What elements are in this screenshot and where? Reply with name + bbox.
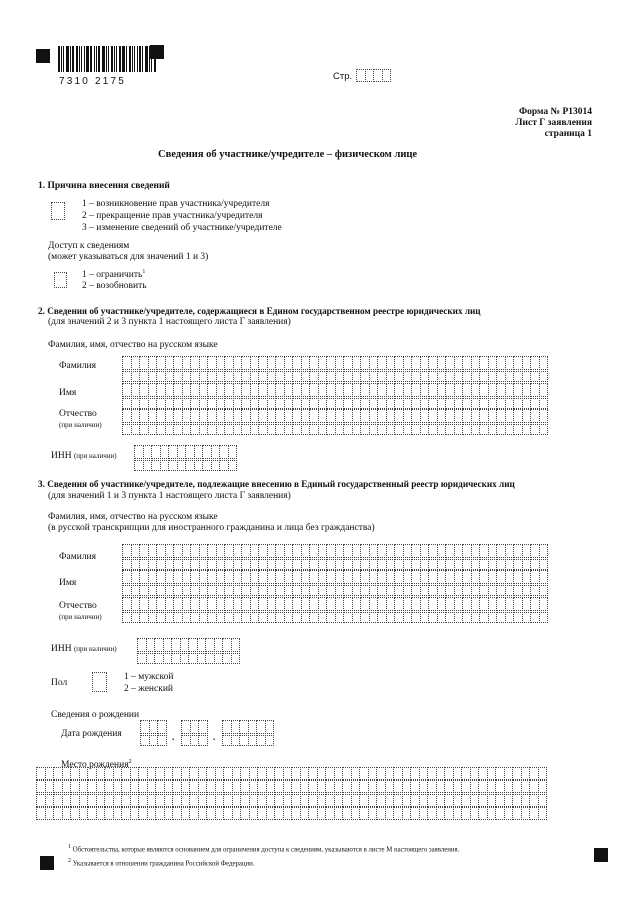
- barcode-bar: [129, 46, 131, 72]
- barcode-bar: [154, 46, 156, 72]
- section1-heading: 1. Причина внесения сведений: [38, 181, 170, 191]
- footnote-2-text: Указывается в отношении гражданина Российской Федерации.: [72, 860, 255, 868]
- input-cell[interactable]: [539, 610, 549, 623]
- birth-day-cells-2[interactable]: [140, 733, 166, 746]
- barcode-bar: [66, 46, 69, 72]
- section2-heading: 2. Сведения об участнике/учредителе, содержащиеся в Едином государственном реестре юридических лиц: [38, 306, 481, 316]
- barcode-bar: [84, 46, 85, 72]
- input-cell[interactable]: [538, 767, 548, 780]
- barcode-bar: [102, 46, 105, 72]
- s3-patronymic-note: (при наличии): [59, 613, 102, 621]
- s3-name-cells-2[interactable]: [122, 583, 547, 596]
- page-label: Стр.: [333, 71, 353, 82]
- input-cell[interactable]: [382, 69, 392, 82]
- corner-marker-top-left: [36, 49, 50, 63]
- barcode-bar: [90, 46, 92, 72]
- barcode-bar: [63, 46, 64, 72]
- footnote-2: [68, 858, 255, 867]
- barcode-bar: [108, 46, 109, 72]
- barcode-bar: [96, 46, 97, 72]
- s3-patronymic-cells-2[interactable]: [122, 610, 547, 623]
- sheet-label: Лист Г заявления: [515, 118, 592, 128]
- barcode-bar: [111, 46, 113, 72]
- gender-label: Пол: [51, 678, 68, 688]
- barcode-bar: [134, 46, 135, 72]
- access-note: (может указываться для значений 1 и 3): [48, 252, 209, 262]
- barcode-bar: [79, 46, 80, 72]
- s3-inn-cells-2[interactable]: [137, 651, 239, 664]
- reason-cell[interactable]: [51, 202, 64, 220]
- section2-fio-label: Фамилия, имя, отчество на русском языке: [48, 340, 218, 350]
- footnote-1: [68, 844, 568, 853]
- s3-inn-label: [51, 644, 117, 655]
- access-cell[interactable]: [54, 272, 66, 288]
- barcode-bar: [132, 46, 133, 72]
- access-label: Доступ к сведениям: [48, 241, 130, 251]
- barcode-bar: [76, 46, 78, 72]
- access-option-1: [82, 269, 145, 281]
- s2-inn-text: ИНН: [51, 451, 72, 461]
- birth-place-row-1b[interactable]: [36, 780, 546, 793]
- corner-marker-bottom-left: [40, 856, 54, 870]
- form-number: Форма № Р13014: [518, 107, 592, 117]
- birth-place-row-2[interactable]: [36, 794, 546, 807]
- barcode-bar: [106, 46, 107, 72]
- birth-date-dot-2: .: [213, 733, 216, 743]
- s3-inn-text: ИНН: [51, 644, 72, 654]
- barcode-bar: [98, 46, 100, 72]
- barcode-number: 7310 2175: [59, 76, 127, 87]
- s2-inn-label: [51, 451, 117, 462]
- footnote-2-number: 2: [68, 858, 71, 864]
- barcode-bar: [142, 46, 143, 72]
- input-cell[interactable]: [228, 458, 238, 471]
- birth-info-label: Сведения о рождении: [51, 710, 140, 720]
- input-cell[interactable]: [539, 557, 549, 570]
- gender-female: 2 – женский: [124, 684, 173, 694]
- s2-patronymic-note: (при наличии): [59, 421, 102, 429]
- barcode-bar: [70, 46, 71, 72]
- birth-place-text: Место рождения: [61, 760, 129, 771]
- input-cell[interactable]: [231, 651, 241, 664]
- input-cell[interactable]: [538, 807, 548, 820]
- section3-note: (для значений 1 и 3 пункта 1 настоящего листа Г заявления): [48, 491, 291, 501]
- input-cell[interactable]: [198, 733, 208, 746]
- input-cell[interactable]: [539, 583, 549, 596]
- page-number-cells[interactable]: [356, 69, 390, 82]
- birth-date-dot-1: .: [172, 733, 175, 743]
- barcode-bar: [86, 46, 89, 72]
- footnote-ref-2: 2: [128, 759, 132, 765]
- birth-year-cells-2[interactable]: [222, 733, 273, 746]
- input-cell[interactable]: [539, 369, 549, 382]
- corner-marker-bottom-right: [594, 848, 608, 862]
- section3-fio-note: (в русской транскрипции для иностранного гражданина и лица без гражданства): [48, 523, 375, 533]
- barcode-bar: [58, 46, 60, 72]
- reason-option-1: 1 – возникновение прав участника/учредителя: [82, 199, 270, 209]
- barcode-bar: [72, 46, 74, 72]
- s2-surname-label: Фамилия: [59, 361, 97, 371]
- s2-patronymic-cells-2[interactable]: [122, 422, 547, 435]
- input-cell[interactable]: [157, 733, 167, 746]
- barcode-bar: [139, 46, 141, 72]
- section3-fio-label: Фамилия, имя, отчество на русском языке: [48, 512, 218, 522]
- s2-inn-cells-2[interactable]: [134, 458, 236, 471]
- barcode: [58, 46, 157, 72]
- input-cell[interactable]: [539, 396, 549, 409]
- access-option-1-text: 1 – ограничить: [82, 270, 143, 281]
- barcode-bar: [61, 46, 62, 72]
- barcode-bar: [94, 46, 95, 72]
- gender-male: 1 – мужской: [124, 672, 174, 682]
- barcode-bar: [137, 46, 138, 72]
- footnote-1-text: Обстоятельства, которые являются основанием для ограничения доступа к сведениям, указываются в листе М настоящего заявления.: [72, 846, 460, 854]
- barcode-bar: [119, 46, 121, 72]
- s3-patronymic-label: Отчество: [59, 601, 97, 611]
- birth-date-label: Дата рождения: [61, 729, 122, 739]
- footnote-1-number: 1: [68, 844, 71, 850]
- s3-name-label: Имя: [59, 578, 77, 588]
- birth-month-cells-2[interactable]: [181, 733, 207, 746]
- birth-place-row-2b[interactable]: [36, 807, 546, 820]
- section2-note: (для значений 2 и 3 пункта 1 настоящего листа Г заявления): [48, 317, 291, 327]
- s3-inn-note: (при наличии): [73, 645, 117, 653]
- input-cell[interactable]: [265, 733, 275, 746]
- barcode-bar: [122, 46, 125, 72]
- barcode-bar: [145, 46, 148, 72]
- footnote-ref-1: 1: [142, 269, 146, 275]
- birth-place-row-1[interactable]: [36, 767, 546, 780]
- s2-name-cells-2[interactable]: [122, 396, 547, 409]
- reason-option-3: 3 – изменение сведений об участнике/учредителе: [82, 223, 282, 233]
- barcode-bar: [116, 46, 117, 72]
- s2-surname-cells-2[interactable]: [122, 369, 547, 382]
- barcode-bar: [114, 46, 115, 72]
- s3-surname-label: Фамилия: [59, 552, 97, 562]
- barcode-bar: [149, 46, 150, 72]
- access-option-2: 2 – возобновить: [82, 281, 147, 291]
- barcode-bar: [81, 46, 82, 72]
- sheet-page: страница 1: [544, 129, 592, 139]
- input-cell[interactable]: [539, 422, 549, 435]
- input-cell[interactable]: [538, 780, 548, 793]
- barcode-bar: [151, 46, 152, 72]
- s2-patronymic-label: Отчество: [59, 409, 97, 419]
- s2-name-label: Имя: [59, 388, 77, 398]
- section3-heading: 3. Сведения об участнике/учредителе, подлежащие внесению в Единый государственный реестр юридических лиц: [38, 479, 515, 489]
- gender-cell[interactable]: [92, 672, 106, 692]
- s3-surname-cells-2[interactable]: [122, 557, 547, 570]
- input-cell[interactable]: [538, 794, 548, 807]
- s2-inn-note: (при наличии): [73, 452, 117, 460]
- reason-option-2: 2 – прекращение прав участника/учредителя: [82, 211, 263, 221]
- barcode-bar: [126, 46, 127, 72]
- page-title: Сведения об участнике/учредителе – физическом лице: [158, 149, 418, 160]
